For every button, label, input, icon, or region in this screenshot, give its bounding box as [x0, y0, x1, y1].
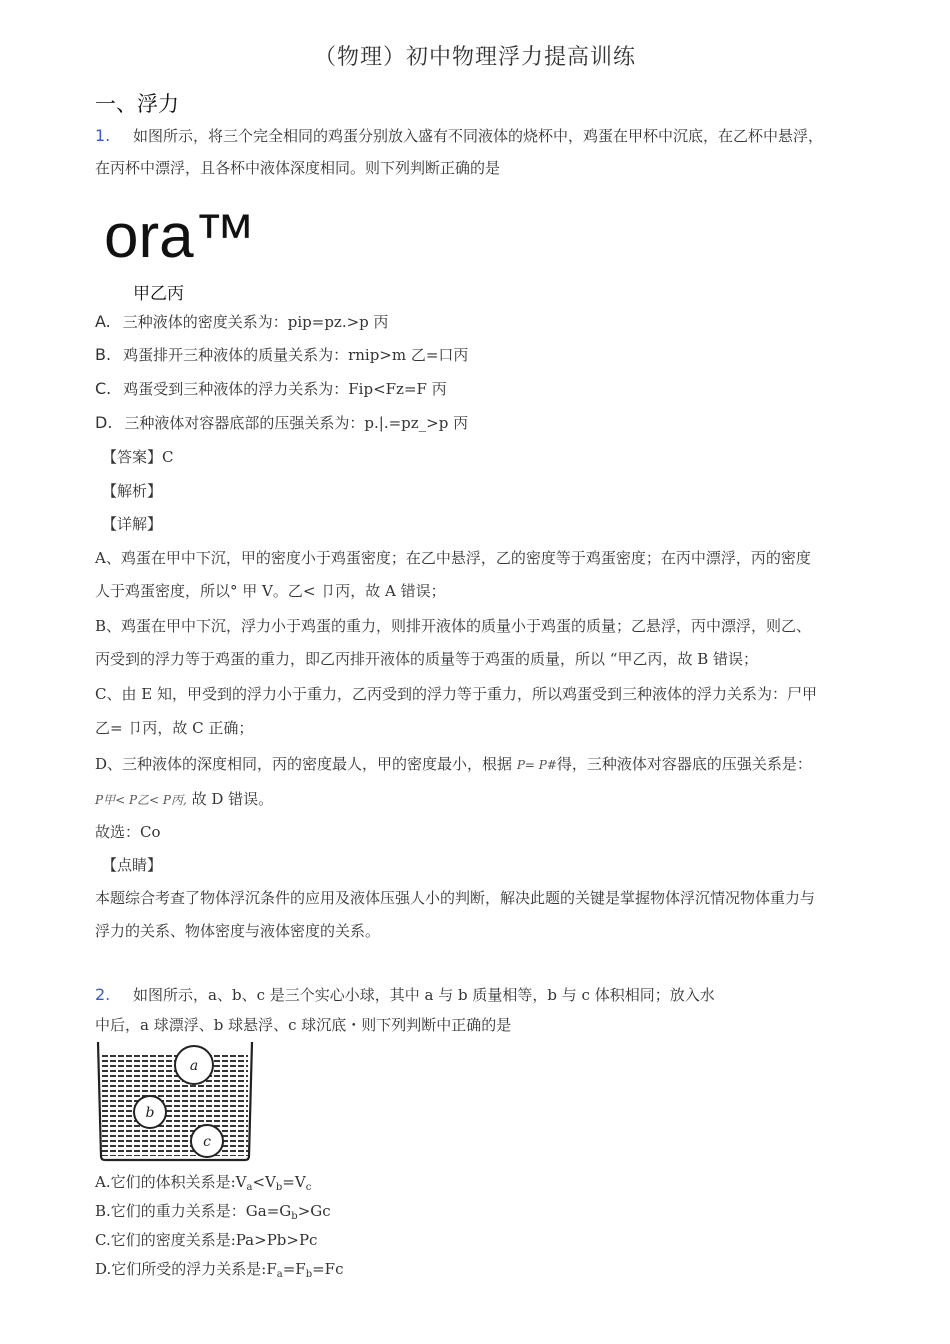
q1-option-b[interactable] — [95, 345, 468, 365]
q1-detail-heading: 【详解】 — [102, 515, 163, 533]
q1-option-a[interactable] — [95, 312, 389, 332]
beaker-figure — [94, 1040, 256, 1166]
q2-stem-text: 如图所示，a、b、c 是三个实心小球，其中 a 与 b 质量相等，b 与 c 体积相同；放入水 — [133, 986, 715, 1004]
q1-explain-b-line1: B、鸡蛋在甲中下沉，浮力小于鸡蛋的重力，则排开液体的质量小于鸡蛋的质量；乙悬浮，丙中漂浮，则乙、 — [95, 617, 812, 635]
q1-explain-a-line1: A、鸡蛋在甲中下沉，甲的密度小于鸡蛋密度；在乙中悬浮，乙的密度等于鸡蛋密度；在丙中漂浮，丙的密度 — [95, 549, 811, 567]
option-text: =F — [282, 1260, 306, 1278]
q1-explain-a-line2: 人于鸡蛋密度，所以° 甲 V。乙< 卩丙，故 A 错误； — [95, 582, 446, 600]
q1-answer: 【答案】C — [102, 448, 174, 466]
option-letter: B. — [95, 345, 112, 364]
explain-text: 得，三种液体对容器底的压强关系是： — [556, 755, 812, 773]
option-text: B.它们的重力关系是：Ga=G — [95, 1202, 292, 1220]
subscript: a — [276, 1269, 283, 1280]
ball-c — [191, 1125, 223, 1157]
option-letter: A. — [95, 312, 111, 331]
q2-option-a[interactable] — [95, 1172, 311, 1198]
q1-summary-line2: 浮力的关系、物体密度与液体密度的关系。 — [95, 922, 381, 940]
option-letter: D. — [95, 413, 113, 432]
option-text: <V — [252, 1173, 276, 1191]
subscript: b — [275, 1182, 283, 1193]
ball-b-label: b — [145, 1105, 155, 1121]
ball-a-label: a — [189, 1058, 199, 1074]
q2-stem-line2: 中后，a 球漂浮、b 球悬浮、c 球沉底・则下列判断中正确的是 — [95, 1016, 512, 1034]
option-letter: C. — [95, 379, 112, 398]
explain-text: D、三种液体的深度相同，丙的密度最人，甲的密度最小，根据 — [95, 755, 513, 773]
q1-analysis-heading: 【解析】 — [102, 482, 163, 500]
q2-stem-line1 — [95, 985, 715, 1005]
q1-figure-text: ora™ — [104, 202, 256, 271]
ball-b — [134, 1096, 166, 1128]
page-title: （物理）初中物理浮力提高训练 — [313, 45, 636, 70]
subscript: b — [305, 1269, 313, 1280]
q1-explain-d-line2 — [95, 789, 273, 810]
q1-choose: 故选：Co — [95, 823, 161, 841]
q1-figure-labels: 甲乙丙 — [133, 284, 184, 304]
q1-comment-heading: 【点睛】 — [102, 856, 163, 874]
q1-stem-line2: 在丙杯中漂浮，且各杯中液体深度相同。则下列判断正确的是 — [95, 159, 501, 177]
q1-number: 1. — [95, 126, 111, 145]
option-text: A.它们的体积关系是:V — [95, 1173, 247, 1191]
option-text: 三种液体的密度关系为：pip=pz.>p 丙 — [122, 313, 389, 331]
option-text: =V — [282, 1173, 306, 1191]
q1-explain-b-line2: 丙受到的浮力等于鸡蛋的重力，即乙丙排开液体的质量等于鸡蛋的质量，所以 “甲乙丙，故 B 错误； — [95, 650, 759, 668]
pressure-formula: P= P# — [516, 758, 557, 772]
option-text: 鸡蛋受到三种液体的浮力关系为：Fip<Fz=F 丙 — [123, 380, 447, 398]
ball-c-label: c — [203, 1134, 211, 1150]
q2-option-d[interactable] — [95, 1259, 343, 1285]
option-text: C.它们的密度关系是:Pa>Pb>Pc — [95, 1231, 318, 1249]
q2-option-b[interactable] — [95, 1201, 331, 1227]
q1-explain-c-line2: 乙= 卩丙，故 C 正确； — [95, 719, 254, 737]
option-text: 三种液体对容器底部的压强关系为：p.|.=pz_>p 丙 — [124, 414, 469, 432]
explain-text: 故 D 错误。 — [191, 790, 274, 808]
ball-a — [175, 1046, 213, 1084]
q2-option-c[interactable] — [95, 1230, 317, 1250]
q1-explain-d-line1 — [95, 754, 812, 775]
q2-number: 2. — [95, 985, 111, 1004]
q1-summary-line1: 本题综合考查了物体浮沉条件的应用及液体压强人小的判断，解决此题的关键是掌握物体浮沉情况物体重力与 — [95, 889, 816, 907]
q1-explain-c-line1: C、由 E 知，甲受到的浮力小于重力，乙丙受到的浮力等于重力，所以鸡蛋受到三种液体的浮力关系为：尸甲 — [95, 685, 817, 703]
pressure-relation-formula: P甲< P乙< P丙, — [95, 793, 187, 807]
q1-stem-text: 如图所示，将三个完全相同的鸡蛋分别放入盛有不同液体的烧杯中，鸡蛋在甲杯中沉底，在乙杯中悬浮， — [133, 127, 824, 145]
option-text: 鸡蛋排开三种液体的质量关系为：rnip>m 乙=口丙 — [123, 346, 469, 364]
subscript: c — [305, 1182, 312, 1193]
q1-option-d[interactable] — [95, 413, 468, 433]
option-text: >Gc — [297, 1202, 331, 1220]
subscript: a — [246, 1182, 253, 1193]
option-text: =Fc — [312, 1260, 344, 1278]
q1-option-c[interactable] — [95, 379, 447, 399]
subscript: b — [291, 1211, 298, 1222]
section-heading: 一、浮力 — [95, 92, 179, 116]
q1-stem-line1 — [95, 126, 823, 146]
option-text: D.它们所受的浮力关系是:F — [95, 1260, 277, 1278]
